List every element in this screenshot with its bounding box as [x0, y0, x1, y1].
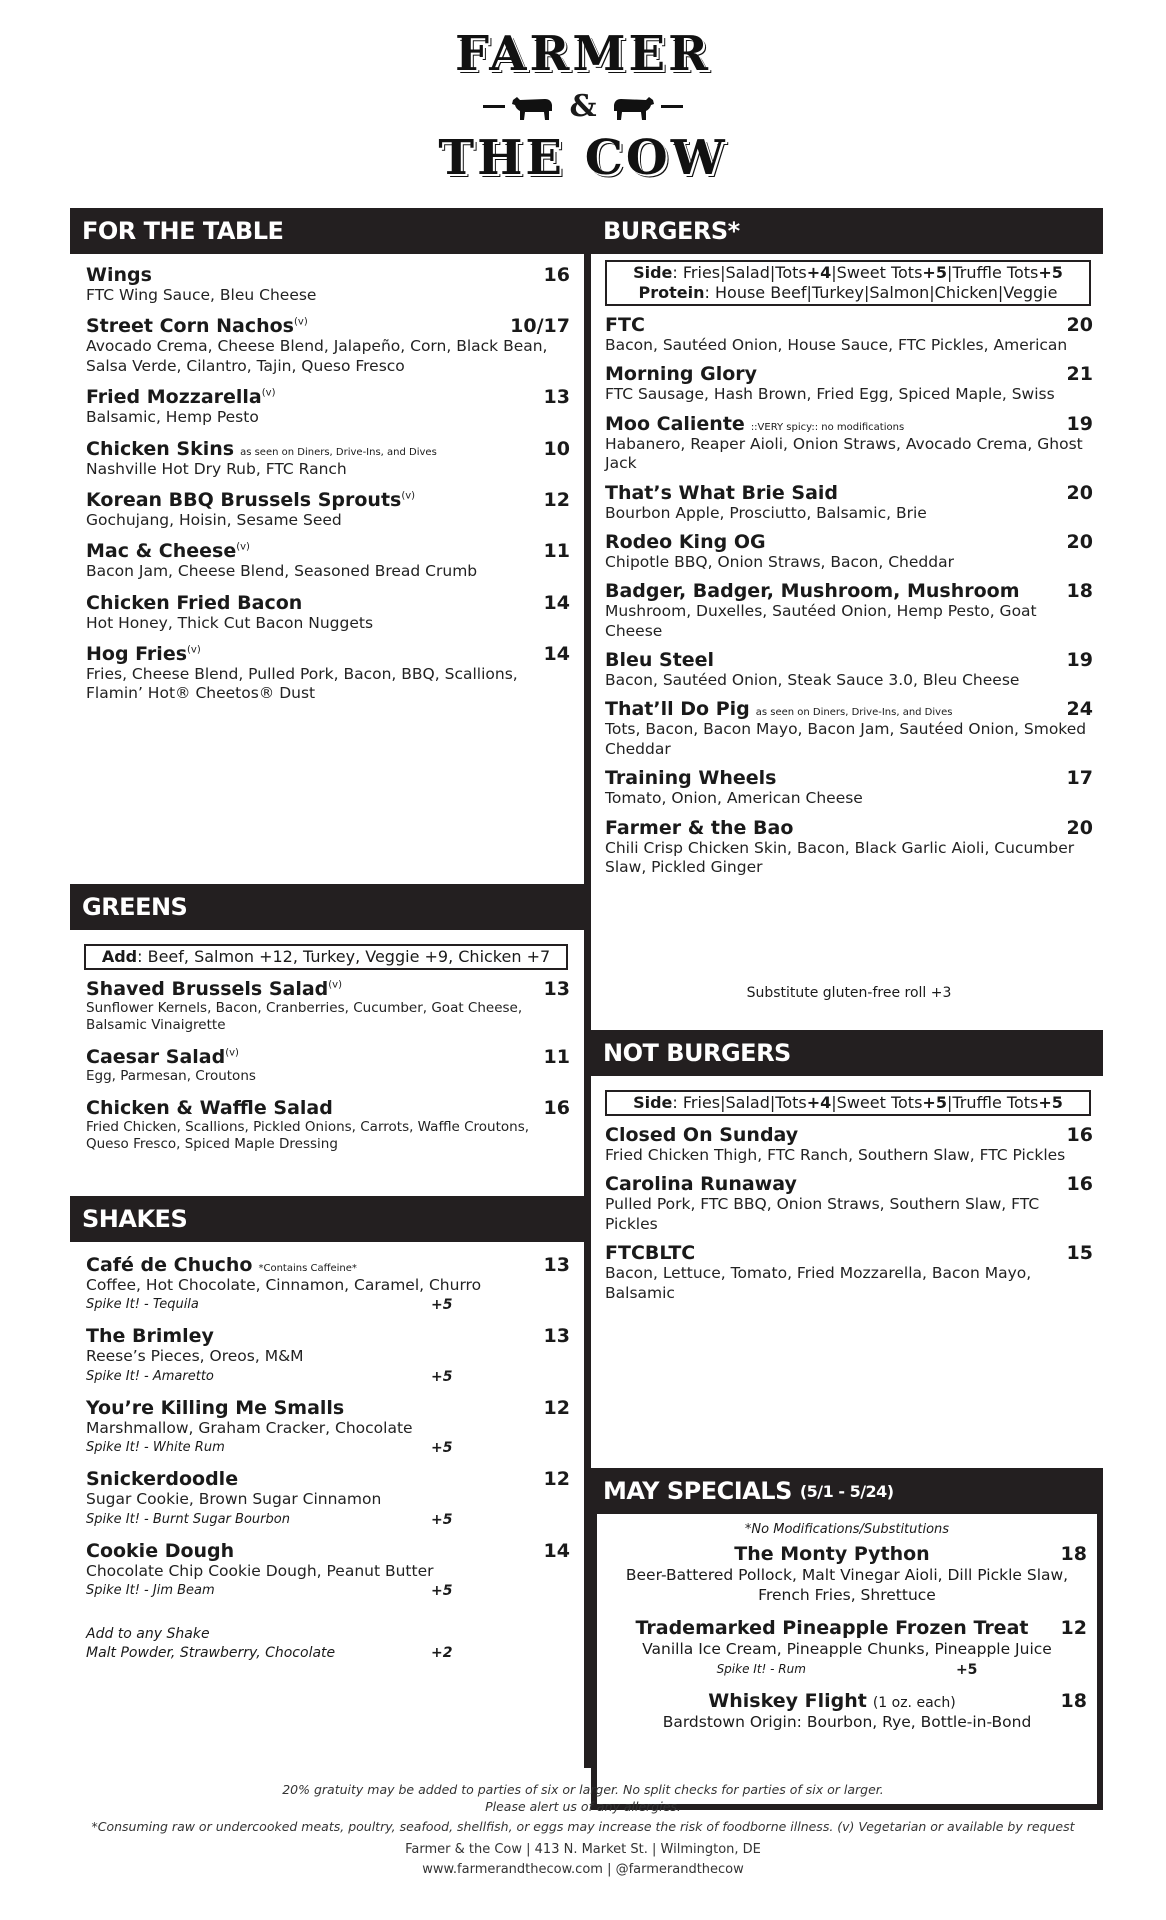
menu-item-description: Balsamic, Hemp Pesto	[86, 408, 259, 427]
section-header-may-specials: MAY SPECIALS (5/1 - 5/24)	[591, 1468, 1103, 1514]
menu-item-price: 11	[543, 540, 570, 563]
burgers-list	[605, 314, 1093, 877]
menu-item-price: 10	[543, 437, 570, 460]
vegetarian-mark: (v)	[187, 644, 201, 656]
specials-list	[607, 1543, 1087, 1733]
menu-item-description: Chipotle BBQ, Onion Straws, Bacon, Cheddar	[605, 552, 954, 571]
menu-item-price: 24	[1066, 698, 1093, 721]
menu-item-row	[86, 1540, 570, 1562]
cow-icon	[511, 91, 555, 121]
menu-item-row	[86, 540, 570, 562]
menu-item-title	[605, 482, 838, 504]
menu-item-row	[86, 1097, 570, 1119]
special-description: Beer-Battered Pollock, Malt Vinegar Aioli, Dill Pickle Slaw, French Fries, Shrettuce	[625, 1566, 1069, 1605]
spike-price: +5	[431, 1440, 453, 1457]
address: Farmer & the Cow | 413 N. Market St. | Wilmington, DE	[405, 1841, 761, 1857]
special-name-text: The Monty Python	[734, 1543, 930, 1565]
menu-item-title	[86, 643, 201, 665]
menu-item-title	[605, 363, 757, 385]
menu-item-name: Fried Mozzarella$^{(v)}$	[86, 386, 276, 409]
vegetarian-mark: (v)	[225, 1047, 239, 1059]
website-link[interactable]: www.farmerandthecow.com | @farmerandthecow	[422, 1862, 744, 1878]
menu-item-title	[86, 315, 308, 337]
special-item	[607, 1690, 1087, 1732]
menu-item-row	[86, 1397, 570, 1419]
special-name	[607, 1543, 1057, 1565]
menu-item-row	[605, 649, 1093, 671]
section-header-not-burgers: NOT BURGERS	[591, 1030, 1103, 1076]
greens-add-box: Add: Beef, Salmon +12, Turkey, Veggie +9, Chicken +7	[84, 944, 568, 970]
menu-item-title	[86, 1097, 333, 1119]
vegetarian-mark: (v)	[261, 387, 276, 399]
menu-item-description: Sunflower Kernels, Bacon, Cranberries, Cucumber, Goat Cheese, Balsamic Vinaigrette	[86, 1000, 523, 1033]
spike-label: Spike It! - Amaretto	[86, 1368, 214, 1384]
menu-item-name: Caesar Salad$^{(v)}$	[86, 1045, 239, 1068]
special-row	[607, 1543, 1087, 1565]
spike-price: +5	[431, 1582, 453, 1599]
menu-item-row	[86, 1254, 570, 1276]
spike-price: +5	[431, 1297, 453, 1314]
special-row	[607, 1690, 1087, 1712]
menu-item-description: Fries, Cheese Blend, Pulled Pork, Bacon, BBQ, Scallions, Flamin’ Hot® Cheetos® Dust	[86, 665, 518, 703]
menu-item-price: 13	[543, 1254, 570, 1276]
menu-item	[605, 580, 1093, 641]
menu-item-description: Marshmallow, Graham Cracker, Chocolate	[86, 1418, 413, 1437]
menu-item-name: FTC	[605, 314, 645, 336]
menu-item-name: Street Corn Nachos$^{(v)}$	[86, 315, 308, 338]
menu-item-description: Sugar Cookie, Brown Sugar Cinnamon	[86, 1490, 382, 1509]
spike-option	[86, 1440, 570, 1456]
left-column	[70, 208, 584, 714]
vegetarian-mark: (v)	[328, 979, 343, 991]
menu-item-title	[86, 1325, 214, 1347]
menu-item-price: 13	[543, 978, 570, 1000]
spike-price: +5	[431, 1511, 453, 1528]
special-row	[607, 1617, 1087, 1639]
cow-icon	[611, 91, 655, 121]
greens-list	[84, 978, 570, 1152]
special-price: 18	[1060, 1543, 1087, 1565]
menu-item-price: 11	[543, 1045, 570, 1068]
menu-item-price: 18	[1066, 580, 1093, 603]
menu-item-price: 16	[543, 264, 570, 286]
menu-item-name: Bleu Steel	[605, 649, 715, 671]
menu-item-row	[86, 978, 570, 1000]
menu-item-title	[86, 592, 302, 614]
menu-item-price: 20	[1066, 314, 1093, 336]
menu-item-price: 20	[1066, 816, 1093, 839]
special-name	[607, 1690, 1057, 1712]
menu-item-description: Gochujang, Hoisin, Sesame Seed	[86, 510, 342, 529]
special-description: Bardstown Origin: Bourbon, Rye, Bottle-in-Bond	[662, 1713, 1032, 1732]
menu-item-name: Korean BBQ Brussels Sprouts$^{(v)}$	[86, 488, 416, 511]
menu-item-price: 20	[1066, 530, 1093, 553]
menu-item-description: FTC Sausage, Hash Brown, Fried Egg, Spiced Maple, Swiss	[605, 385, 1055, 404]
special-name-text: Whiskey Flight	[708, 1690, 867, 1713]
spike-label: Spike It! - Tequila	[86, 1297, 199, 1313]
menu-item-title	[605, 1124, 798, 1146]
spike-label: Spike It! - White Rum	[86, 1440, 225, 1456]
menu-item-price: 17	[1066, 767, 1093, 790]
menu-item-row	[605, 698, 1093, 720]
menu-item-price: 15	[1066, 1242, 1093, 1265]
menu-item-description: Bourbon Apple, Prosciutto, Balsamic, Brie	[605, 503, 927, 522]
menu-item	[605, 314, 1093, 355]
menu-item-title	[86, 1468, 238, 1490]
menu-item-row	[605, 482, 1093, 504]
menu-item-row	[86, 489, 570, 511]
menu-item-row	[86, 315, 570, 337]
menu-item-row	[605, 531, 1093, 553]
menu-item	[605, 817, 1093, 878]
menu-item-title	[86, 1046, 239, 1068]
section-header-for-the-table: FOR THE TABLE	[70, 208, 584, 254]
menu-item	[86, 489, 570, 530]
menu-item-description: Hot Honey, Thick Cut Bacon Nuggets	[86, 613, 374, 632]
section-header-shakes: SHAKES	[70, 1196, 584, 1242]
footer	[0, 1782, 1166, 1881]
menu-item-price: 14	[543, 1539, 570, 1562]
menu-item-title	[605, 1173, 797, 1195]
menu-item-row	[605, 580, 1093, 602]
menu-item-description: Habanero, Reaper Aioli, Onion Straws, Avocado Crema, Ghost Jack	[605, 434, 1083, 473]
menu-item-description: Avocado Crema, Cheese Blend, Jalapeño, Corn, Black Bean, Salsa Verde, Cilantro, Tajin, Queso Fresco	[86, 337, 548, 375]
spike-label: Spike It! - Jim Beam	[86, 1582, 215, 1598]
menu-item-title	[86, 1397, 344, 1419]
menu-item-row	[605, 1124, 1093, 1146]
menu-item-name: Snickerdoodle	[86, 1468, 239, 1491]
special-item	[607, 1617, 1087, 1678]
menu-item	[86, 1325, 570, 1384]
menu-item-name: Morning Glory	[605, 363, 758, 386]
menu-item-description: Nashville Hot Dry Rub, FTC Ranch	[86, 459, 347, 478]
spike-price: +5	[431, 1368, 453, 1385]
menu-item-title	[86, 540, 250, 562]
logo-ampersand: &	[569, 88, 597, 124]
special-price: 18	[1060, 1690, 1087, 1713]
menu-item-row	[605, 1173, 1093, 1195]
menu-item	[86, 643, 570, 704]
menu-item-description: FTC Wing Sauce, Bleu Cheese	[86, 286, 317, 304]
menu-item-name: Café de Chucho	[86, 1254, 253, 1276]
spike-option	[86, 1369, 570, 1385]
menu-item-row	[605, 314, 1093, 336]
shake-addon: Add to any Shake Malt Powder, Strawberry, Chocolate +2	[86, 1625, 453, 1662]
section-header-greens: GREENS	[70, 884, 584, 930]
menu-item	[86, 1397, 570, 1456]
menu-item-row	[86, 1046, 570, 1068]
menu-item-price: 12	[543, 1396, 570, 1419]
not-burgers-list	[605, 1124, 1093, 1303]
menu-item-title	[86, 264, 152, 286]
menu-item-name: Hog Fries$^{(v)}$	[86, 643, 201, 665]
logo-middle	[0, 86, 1166, 126]
specials-note: *No Modifications/Substitutions	[744, 1522, 950, 1537]
menu-item-name: Chicken Skins	[86, 437, 235, 460]
menu-item-description: Bacon Jam, Cheese Blend, Seasoned Bread Crumb	[86, 562, 478, 581]
menu-item-description: Tots, Bacon, Bacon Mayo, Bacon Jam, Sautéed Onion, Smoked Cheddar	[605, 720, 1087, 758]
menu-item	[86, 315, 570, 376]
menu-item	[86, 592, 570, 633]
spike-label: Spike It! - Burnt Sugar Bourbon	[86, 1511, 290, 1527]
spike-price: +5	[955, 1662, 978, 1679]
menu-item	[605, 413, 1093, 474]
menu-item-name: Moo Caliente	[605, 412, 745, 435]
menu-item-name: Training Wheels	[605, 767, 777, 790]
menu-item-price: 19	[1066, 412, 1093, 435]
menu-item-name: Chicken & Waffle Salad	[86, 1096, 333, 1119]
menu-item-row	[86, 643, 570, 665]
menu-item	[86, 386, 570, 427]
menu-item-title	[605, 817, 793, 839]
menu-item-title	[605, 767, 776, 789]
menu-item	[86, 540, 570, 581]
menu-item-price: 10/17	[510, 315, 570, 338]
menu-item-name: That’s What Brie Said	[605, 481, 839, 504]
menu-item-description: Chocolate Chip Cookie Dough, Peanut Butter	[86, 1561, 434, 1580]
menu-item-title	[605, 580, 1020, 602]
consumption-warning: *Consuming raw or undercooked meats, poultry, seafood, shellfish, or eggs may increase the risk of foodborne illness. (v) Vegetarian or available by request	[91, 1818, 1075, 1834]
gratuity-note: 20% gratuity may be added to parties of six or larger. No split checks for parties of six or larger.	[282, 1782, 884, 1797]
menu-item-name: Farmer & the Bao	[605, 816, 794, 839]
menu-item-description: Chili Crisp Chicken Skin, Bacon, Black Garlic Aioli, Cucumber Slaw, Pickled Ginger	[605, 838, 1075, 876]
menu-item-name: Shaved Brussels Salad$^{(v)}$	[86, 978, 343, 1000]
specials-box	[591, 1514, 1103, 1810]
menu-item-description: Bacon, Sautéed Onion, House Sauce, FTC Pickles, American	[605, 336, 1068, 354]
menu-item-title	[86, 1540, 234, 1562]
menu-item-title	[605, 531, 766, 553]
special-name-text: Trademarked Pineapple Frozen Treat	[635, 1617, 1029, 1640]
menu-item-name: The Brimley	[86, 1325, 214, 1348]
menu-item-row	[605, 413, 1093, 435]
vegetarian-mark: (v)	[236, 541, 250, 553]
menu-item-name: Cookie Dough	[86, 1539, 235, 1562]
menu-item-row	[86, 1468, 570, 1490]
menu-item	[605, 1173, 1093, 1234]
menu-item-row	[86, 386, 570, 408]
not-burger-side-box: Side: Fries|Salad|Tots+4|Sweet Tots+5|Truffle Tots+5	[605, 1090, 1091, 1116]
menu-item-price: 14	[543, 643, 570, 665]
menu-item-name: Mac & Cheese$^{(v)}$	[86, 540, 250, 563]
menu-item-price: 20	[1066, 481, 1093, 504]
menu-item-title	[86, 1254, 357, 1276]
menu-item	[605, 698, 1093, 759]
menu-item-name: That’ll Do Pig	[605, 698, 750, 721]
menu-item-name: FTCBLTC	[605, 1242, 696, 1265]
menu-item	[605, 767, 1093, 808]
menu-item-row	[86, 264, 570, 286]
menu-item-row	[86, 592, 570, 614]
menu-item-name: Wings	[86, 264, 152, 286]
column-divider	[584, 208, 591, 1768]
menu-item-price: 19	[1066, 649, 1093, 671]
menu-item-description: Tomato, Onion, American Cheese	[605, 789, 863, 808]
specials-section	[591, 1468, 1103, 1810]
menu-item-title	[605, 314, 645, 336]
menu-item	[605, 1242, 1093, 1303]
menu-item	[86, 1097, 570, 1153]
menu-item-title	[605, 698, 952, 720]
menu-item-title	[86, 438, 437, 460]
menu-item	[605, 363, 1093, 404]
menu-item-name: Carolina Runaway	[605, 1173, 797, 1196]
special-item	[607, 1543, 1087, 1605]
menu-item-row	[86, 438, 570, 460]
menu-item	[86, 264, 570, 305]
menu-item-note: as seen on Diners, Drive-Ins, and Dives	[240, 446, 437, 458]
special-suffix: (1 oz. each)	[872, 1695, 956, 1712]
special-name	[607, 1617, 1057, 1639]
menu-item-title	[86, 489, 415, 511]
menu-item-price: 21	[1066, 363, 1093, 386]
shakes-section	[70, 1196, 584, 1664]
menu-item-title	[86, 386, 275, 408]
menu-item	[86, 1046, 570, 1085]
logo	[0, 26, 1166, 186]
menu-item-title	[605, 413, 904, 435]
menu-item-price: 16	[543, 1096, 570, 1119]
menu-item	[86, 1254, 570, 1313]
gluten-free-note: Substitute gluten-free roll +3	[746, 985, 952, 1002]
burger-options-box: Side: Fries|Salad|Tots+4|Sweet Tots+5|Truffle Tots+5 Protein: House Beef|Turkey|Salmon|Chicken|Veggie	[605, 260, 1091, 306]
spike-option	[86, 1512, 570, 1528]
spike-label: Spike It! - Rum	[716, 1662, 806, 1677]
menu-item	[605, 649, 1093, 690]
menu-item	[86, 1468, 570, 1527]
menu-item-note: ::VERY spicy:: no modifications	[750, 421, 905, 433]
menu-item-note: *Contains Caffeine*	[258, 1263, 357, 1274]
menu-item-title	[605, 1242, 695, 1264]
not-burgers-section	[591, 1030, 1103, 1311]
menu-item-description: Reese’s Pieces, Oreos, M&M	[86, 1347, 304, 1366]
vegetarian-mark: (v)	[401, 490, 416, 502]
menu-item-title	[86, 978, 342, 1000]
greens-section	[70, 884, 584, 1164]
menu-item-description: Fried Chicken, Scallions, Pickled Onions, Carrots, Waffle Croutons, Queso Fresco, Spiced Maple Dressing	[86, 1118, 530, 1152]
spike-option	[86, 1583, 570, 1599]
menu-item	[605, 531, 1093, 572]
menu-item-description: Coffee, Hot Chocolate, Cinnamon, Caramel, Churro	[86, 1276, 482, 1294]
menu-item-description: Mushroom, Duxelles, Sautéed Onion, Hemp Pesto, Goat Cheese	[605, 602, 1037, 640]
menu-item-description: Fried Chicken Thigh, FTC Ranch, Southern Slaw, FTC Pickles	[605, 1146, 1066, 1164]
menu-item	[86, 1540, 570, 1599]
menu-item-description: Pulled Pork, FTC BBQ, Onion Straws, Southern Slaw, FTC Pickles	[605, 1195, 1040, 1233]
menu-item-row	[605, 767, 1093, 789]
burgers-section	[591, 208, 1103, 1001]
menu-item-row	[605, 1242, 1093, 1264]
menu-item-price: 14	[543, 591, 570, 614]
special-price: 12	[1060, 1617, 1087, 1640]
menu-item	[605, 482, 1093, 523]
menu-item-price: 12	[543, 488, 570, 511]
special-description: Vanilla Ice Cream, Pineapple Chunks, Pineapple Juice	[642, 1640, 1052, 1659]
menu-item-row	[605, 363, 1093, 385]
logo-the-cow: THE COW	[438, 130, 728, 186]
menu-item-row	[86, 1325, 570, 1347]
menu-item-price: 16	[1066, 1124, 1093, 1146]
menu-item-name: Closed On Sunday	[605, 1124, 799, 1146]
menu-item-price: 16	[1066, 1173, 1093, 1196]
for-the-table-list	[70, 254, 584, 704]
shakes-list	[70, 1242, 584, 1599]
spike-option	[607, 1662, 1087, 1678]
allergy-note: Please alert us of any allergies.	[485, 1798, 681, 1814]
menu-item-description: Bacon, Sautéed Onion, Steak Sauce 3.0, Bleu Cheese	[605, 671, 1020, 689]
menu-item-price: 13	[543, 386, 570, 409]
menu-item	[86, 978, 570, 1034]
menu-item-description: Egg, Parmesan, Croutons	[86, 1067, 256, 1084]
menu-item-note: as seen on Diners, Drive-Ins, and Dives	[755, 707, 953, 719]
menu-item	[86, 438, 570, 479]
menu-item-title	[605, 649, 714, 671]
menu-item-price: 13	[543, 1325, 570, 1348]
section-header-burgers: BURGERS*	[591, 208, 1103, 254]
logo-farmer: FARMER	[454, 26, 711, 82]
menu-item	[605, 1124, 1093, 1165]
vegetarian-mark: (v)	[294, 317, 308, 329]
menu-item-description: Bacon, Lettuce, Tomato, Fried Mozzarella, Bacon Mayo, Balsamic	[605, 1264, 1032, 1302]
spike-option	[86, 1297, 570, 1313]
menu-item-row	[605, 817, 1093, 839]
menu-item-name: Badger, Badger, Mushroom, Mushroom	[605, 580, 1020, 603]
menu-item-price: 12	[543, 1468, 570, 1491]
menu-item-name: Rodeo King OG	[605, 530, 766, 553]
menu-item-name: Chicken Fried Bacon	[86, 591, 303, 614]
menu-item-name: You’re Killing Me Smalls	[86, 1396, 345, 1419]
